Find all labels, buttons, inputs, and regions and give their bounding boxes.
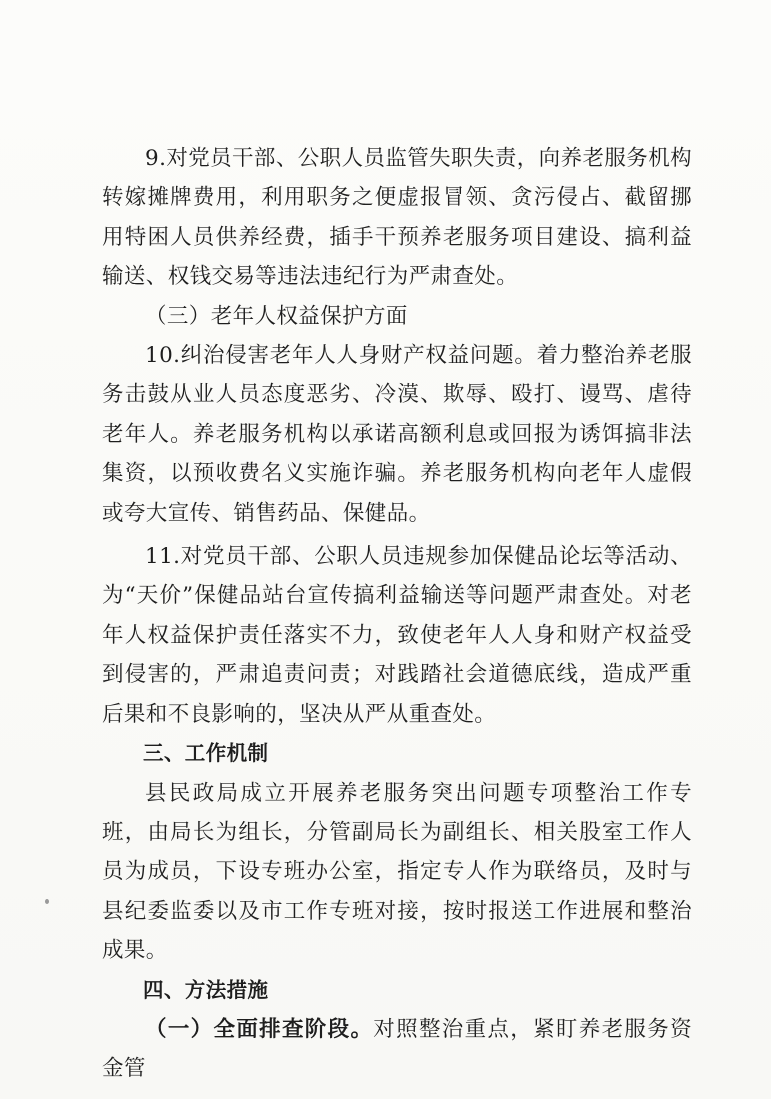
section-heading-methods: 四、方法措施 (143, 977, 269, 1002)
paragraph-work-mechanism: 县民政局成立开展养老服务突出问题专项整治工作专班，由局长为组长，分管副局长为副组长、相关股室工作人员为成员，下设专班办公室，指定专人作为联络员，及时与县纪委监委以及市工作专班对接，按时报送工作进展和整治成果。 (102, 780, 692, 964)
section-heading-work-mechanism: 三、工作机制 (143, 741, 269, 766)
paragraph-item-10: 10.纠治侵害老年人人身财产权益问题。着力整治养老服务击鼓从业人员态度恶劣、冷漠、欺辱、殴打、谩骂、虐待老年人。养老服务机构以承诺高额利息或回报为诱饵搞非法集资，以预收费名义实施诈骗。养老服务机构向老年人虚假或夸大宣传、销售药品、保健品。 (102, 343, 692, 526)
paragraph-item-9: 9.对党员干部、公职人员监管失职失责，向养老服务机构转嫁摊牌费用，利用职务之便虚报冒领、贪污侵占、截留挪用特困人员供养经费，插手干预养老服务项目建设、搞利益输送、权钱交易等违法违纪行为严肃查处。 (102, 146, 692, 290)
paragraph-item-11: 11.对党员干部、公职人员违规参加保健品论坛等活动、为“天价”保健品站台宣传搞利益输送等问题严肃查处。对老年人权益保护责任落实不力，致使老年人人身和财产权益受到侵害的，严肃追责问责；对践踏社会道德底线，造成严重后果和不良影响的，坚决从严从重查处。 (102, 544, 692, 727)
paragraph-stage-one (102, 1010, 692, 1089)
document-body (102, 139, 692, 1089)
stage-one-lead: （一）全面排查阶段。 (145, 1016, 374, 1042)
stage-one-text: 对照整治重点，紧盯养老服务资金管 (102, 1016, 692, 1082)
subheading-elder-rights: （三）老年人权益保护方面 (145, 303, 408, 329)
scan-speck (45, 899, 49, 904)
